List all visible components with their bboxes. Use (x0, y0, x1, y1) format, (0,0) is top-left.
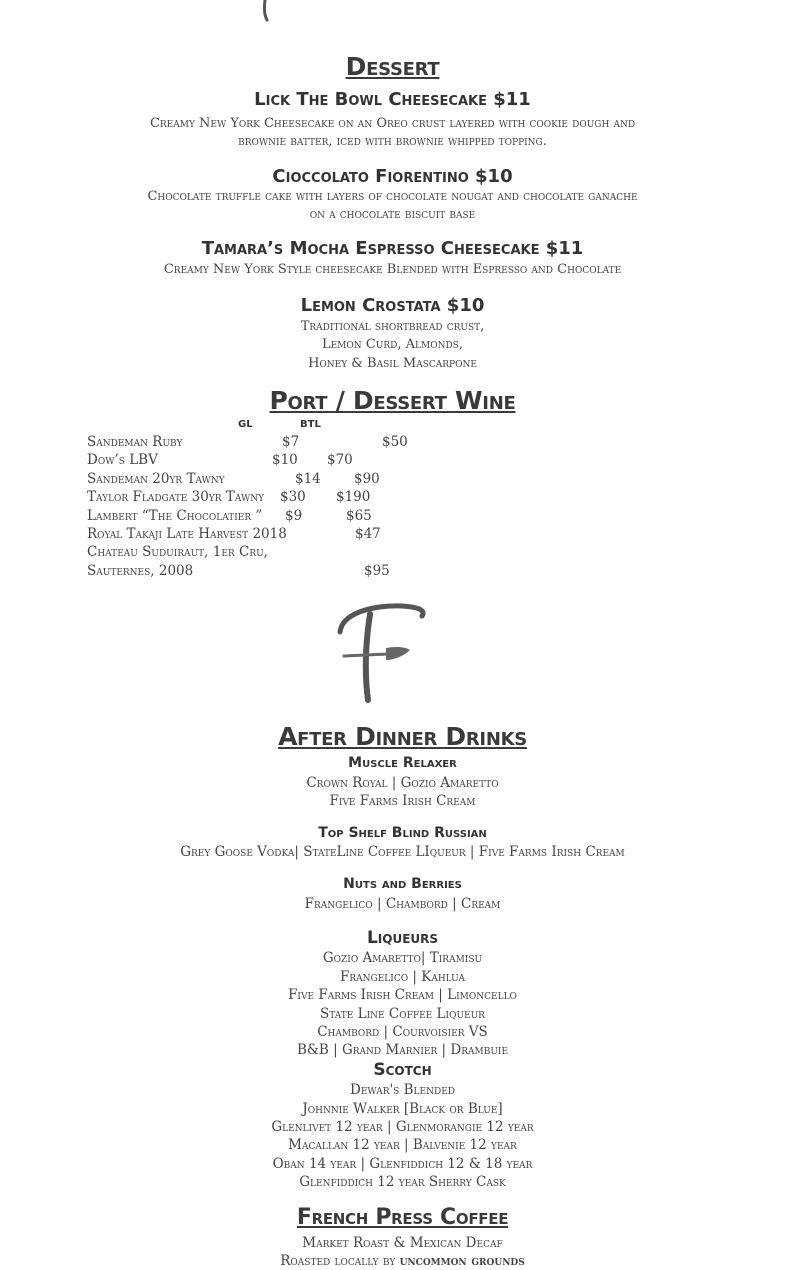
dessert-item-desc: Lemon Curd, Almonds, (322, 337, 463, 352)
wine-bottle-price: $95 (364, 563, 390, 579)
port-title: Port / Dessert Wine (269, 386, 516, 415)
dessert-item-desc: Traditional shortbread crust, (300, 319, 485, 334)
coffee-roaster-line (10, 1252, 785, 1270)
scotch-title: Scotch (373, 1060, 432, 1080)
wine-name: Royal Takaji Late Harvest 2018 (87, 526, 287, 542)
wine-glass-price: $14 (295, 471, 321, 487)
liqueurs-title: Liqueurs (366, 928, 439, 948)
dessert-item-name: Tamara’s Mocha Espresso Cheesecake $11 (201, 238, 584, 259)
liqueur-line: Five Farms Irish Cream | Limoncello (288, 987, 517, 1003)
dessert-item-name: Lemon Crostata $10 (300, 295, 485, 316)
scotch-line: Macallan 12 year | Balvenie 12 year (288, 1137, 517, 1153)
wine-name: Lambert “The Chocolatier ” (87, 508, 263, 524)
wine-name: Chateau Suduiraut, 1er Cru, (87, 544, 268, 560)
liqueur-line: State Line Coffee Liqueur (320, 1006, 485, 1022)
wine-bottle-price: $70 (327, 452, 353, 468)
wine-name: Sauternes, 2008 (87, 563, 194, 579)
liqueur-line: Chambord | Courvoisier VS (317, 1024, 488, 1040)
dessert-item-desc: Creamy New York Style cheesecake Blended with Espresso and Chocolate (163, 262, 622, 277)
wine-name: Sandeman 20yr Tawny (87, 471, 225, 487)
drink-name: Top Shelf Blind Russian (318, 825, 487, 841)
after-dinner-title: After Dinner Drinks (278, 722, 527, 751)
wine-glass-price: $30 (280, 489, 306, 505)
scotch-line: Johnnie Walker [Black or Blue] (302, 1101, 503, 1117)
column-header-gl: GL (238, 419, 253, 430)
wine-name: Taylor Fladgate 30yr Tawny (87, 489, 265, 505)
dessert-item-name: Cioccolato Fiorentino $10 (272, 166, 513, 187)
wine-name: Sandeman Ruby (87, 434, 183, 450)
wine-bottle-price: $65 (346, 508, 372, 524)
wine-bottle-price: $90 (354, 471, 380, 487)
drink-desc: Crown Royal | Gozio Amaretto (306, 775, 499, 791)
dessert-title: Dessert (345, 52, 440, 81)
scotch-line: Glenfiddich 12 year Sherry Cask (299, 1174, 506, 1190)
coffee-line: Market Roast & Mexican Decaf (302, 1235, 503, 1251)
coffee-title: French Press Coffee (296, 1205, 509, 1230)
restaurant-logo-f-icon (330, 600, 440, 710)
wine-bottle-price: $47 (355, 526, 381, 542)
column-header-btl: BTL (300, 419, 321, 430)
coffee-roaster-brand: uncommon grounds (399, 1253, 525, 1269)
coffee-roaster-prefix: Roasted locally by (280, 1253, 400, 1269)
drink-desc: Frangelico | Chambord | Cream (304, 896, 501, 912)
scotch-line: Dewar's Blended (350, 1082, 455, 1098)
wine-glass-price: $7 (282, 434, 300, 450)
logo-fragment-top (255, 0, 275, 24)
wine-bottle-price: $50 (382, 434, 408, 450)
wine-bottle-price: $190 (336, 489, 371, 505)
liqueur-line: Frangelico | Kahlua (340, 969, 465, 985)
wine-glass-price: $10 (272, 452, 298, 468)
dessert-item-desc: Chocolate truffle cake with layers of chocolate nougat and chocolate ganache (147, 189, 638, 204)
drink-name: Nuts and Berries (343, 876, 462, 892)
liqueur-line: B&B | Grand Marnier | Drambuie (296, 1042, 509, 1058)
dessert-item-desc: on a chocolate biscuit base (309, 207, 476, 222)
dessert-item-desc: Creamy New York Cheesecake on an Oreo crust layered with cookie dough and (149, 116, 636, 131)
drink-desc: Five Farms Irish Cream (329, 793, 476, 809)
drink-name: Muscle Relaxer (348, 755, 457, 771)
drink-desc: Grey Goose Vodka| StateLine Coffee LIqueur | Five Farms Irish Cream (180, 844, 625, 860)
dessert-item-desc: Honey & Basil Mascarpone (308, 356, 477, 371)
dessert-item-desc: brownie batter, iced with brownie whipped topping. (238, 134, 547, 149)
wine-name: Dow’s LBV (87, 452, 158, 468)
scotch-line: Oban 14 year | Glenfiddich 12 & 18 year (272, 1156, 533, 1172)
dessert-item-name: Lick The Bowl Cheesecake $11 (254, 89, 531, 110)
wine-glass-price: $9 (285, 508, 303, 524)
scotch-line: Glenlivet 12 year | Glenmorangie 12 year (271, 1119, 534, 1135)
liqueur-line: Gozio Amaretto| Tiramisu (322, 950, 483, 966)
